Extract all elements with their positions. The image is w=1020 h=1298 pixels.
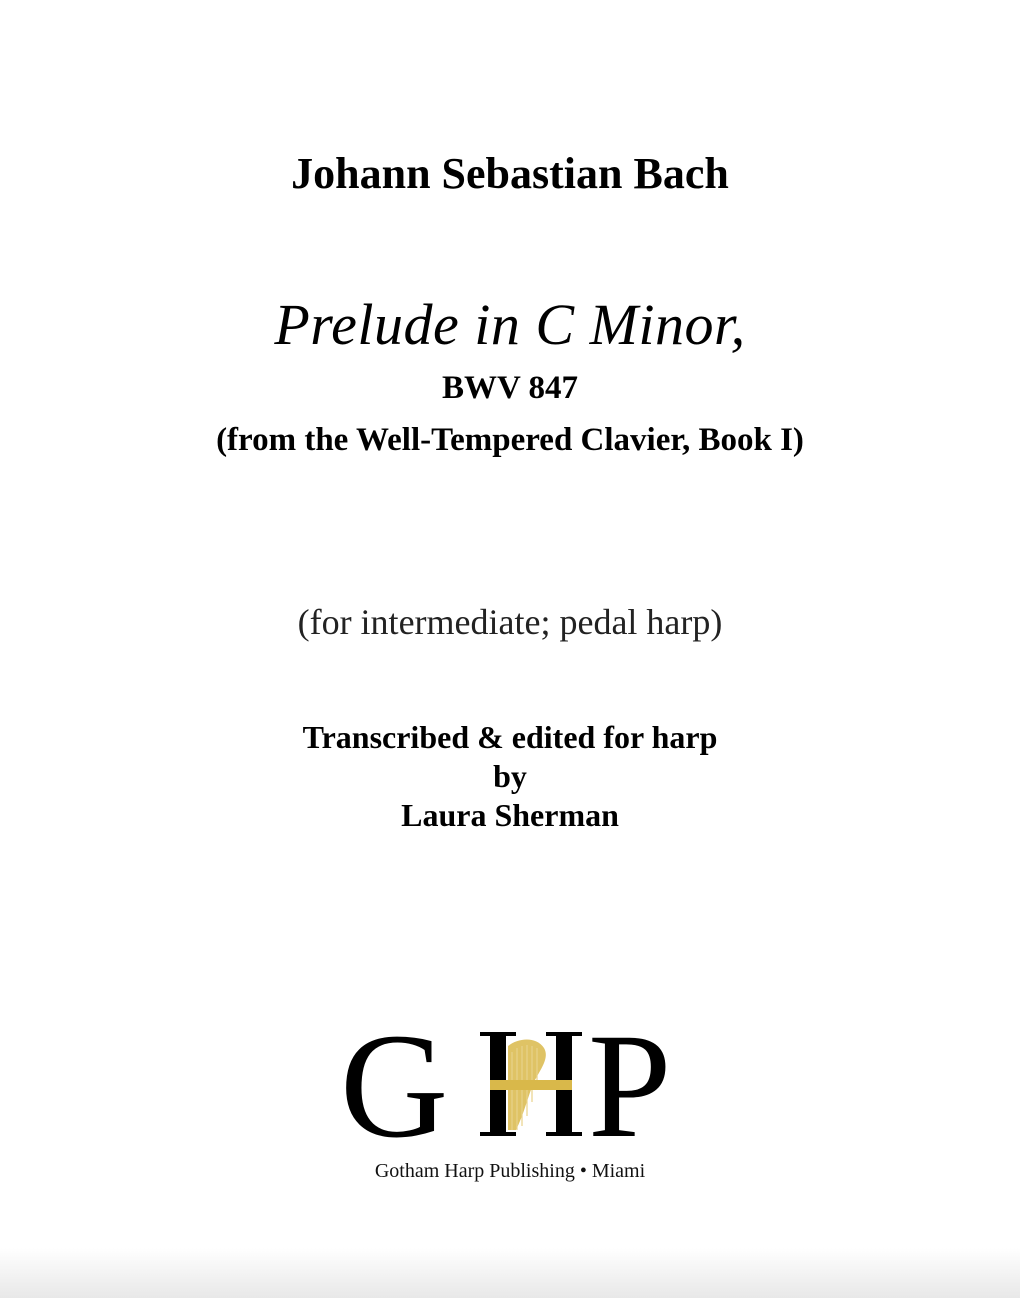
publisher-name: Gotham Harp Publishing • Miami: [374, 1160, 646, 1182]
piece-title: Prelude in C Minor,: [274, 292, 746, 357]
credit-line-transcribed: Transcribed & edited for harp: [302, 719, 718, 755]
logo-letter-p: P: [588, 1018, 672, 1148]
composer-name: Johann Sebastian Bach: [291, 149, 729, 198]
publisher-logo: [340, 1018, 685, 1148]
difficulty-level: (for intermediate; pedal harp): [297, 602, 723, 642]
catalog-number: BWV 847: [442, 370, 578, 406]
credit-line-by: by: [493, 758, 527, 794]
logo-letter-g: G: [340, 1018, 449, 1148]
page-bottom-shadow: [0, 1248, 1020, 1298]
source-collection: (from the Well-Tempered Clavier, Book I): [216, 422, 804, 458]
arranger-name: Laura Sherman: [401, 797, 619, 833]
